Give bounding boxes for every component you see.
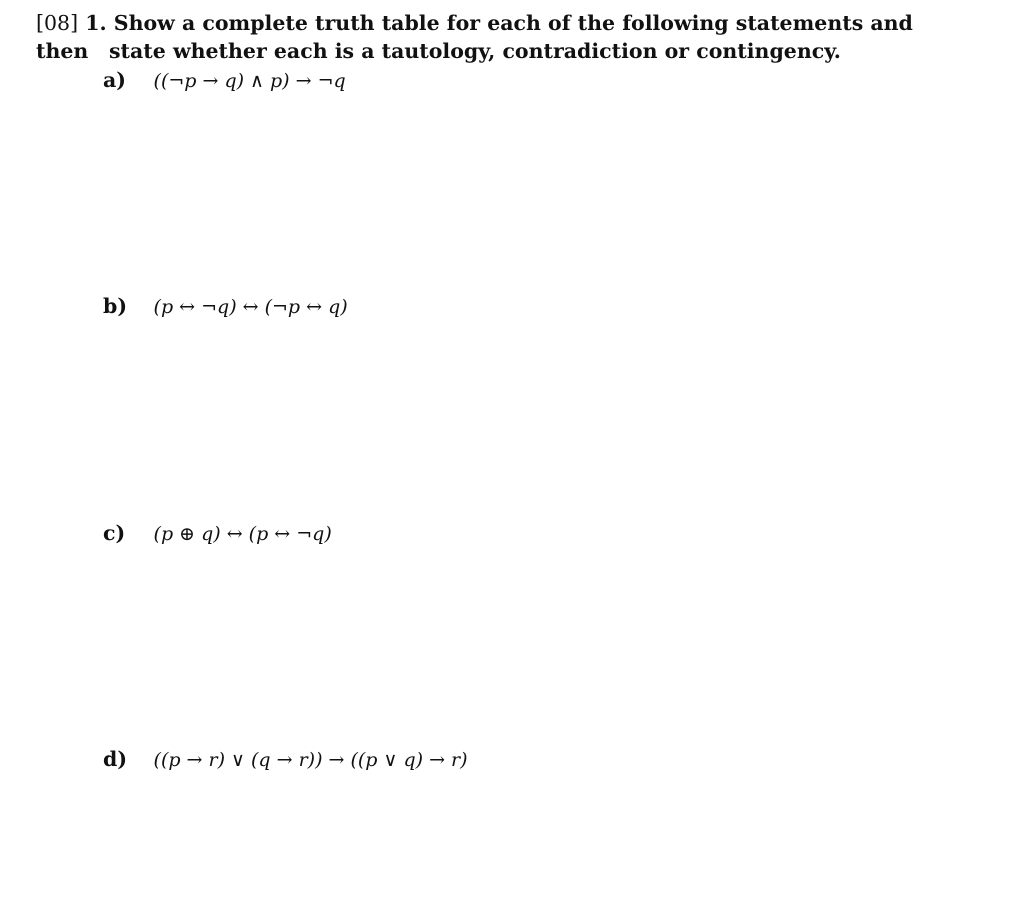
question-marks: [08] (36, 11, 79, 35)
part-label: b) (103, 294, 128, 318)
question-text-line2: state whether each is a tautology, contradiction or contingency. (109, 39, 841, 63)
logic-expression: ((¬p → q) ∧ p) → ¬q (153, 70, 346, 92)
part-d (103, 745, 468, 774)
question-number: 1. (85, 11, 107, 35)
logic-expression: ((p → r) ∨ (q → r)) → ((p ∨ q) → r) (153, 749, 468, 771)
part-c (103, 519, 332, 548)
question-text-line1: Show a complete truth table for each of the following statements and then (36, 11, 913, 63)
part-label: c) (103, 521, 126, 545)
logic-expression: (p ↔ ¬q) ↔ (¬p ↔ q) (153, 296, 348, 318)
part-a (103, 66, 346, 95)
logic-expression: (p ⊕ q) ↔ (p ↔ ¬q) (153, 523, 332, 545)
part-b (103, 292, 348, 321)
part-label: d) (103, 747, 128, 771)
part-label: a) (103, 68, 126, 92)
